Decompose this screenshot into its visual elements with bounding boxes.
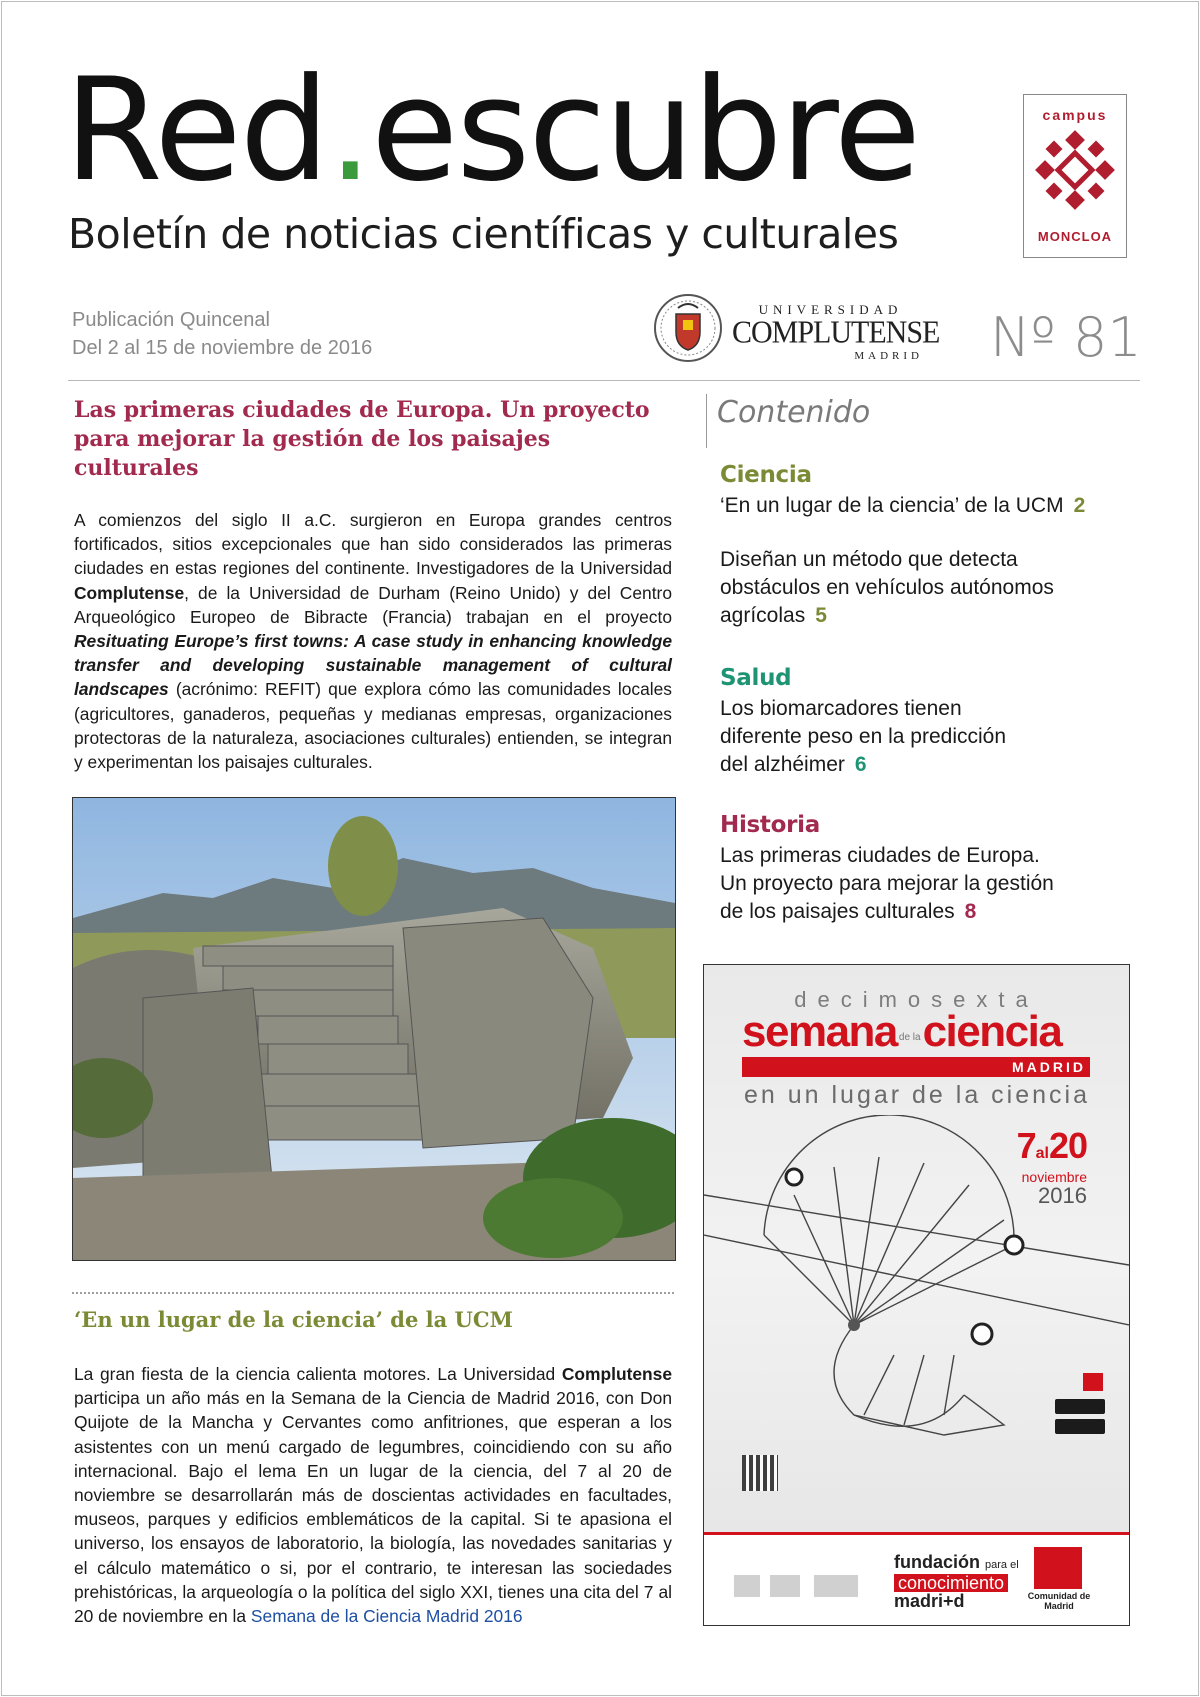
stone-stairs-photo-icon xyxy=(73,798,675,1260)
espanaduero-logo-icon xyxy=(814,1575,858,1597)
toc-page-number: 6 xyxy=(854,753,867,776)
toc-item[interactable]: Diseñan un método que detecta obstáculos en vehículos autónomos agrícolas 5 xyxy=(720,548,1054,627)
publication-frequency: Publicación Quincenal xyxy=(72,309,270,331)
header-divider xyxy=(68,380,1140,381)
sc-badge-icon xyxy=(1083,1373,1103,1391)
poster-sponsors xyxy=(704,1532,1129,1625)
newsletter-title: Red.escubre xyxy=(64,48,920,213)
toc-section-title: Ciencia xyxy=(720,462,812,488)
madrid-logo-icon xyxy=(734,1575,760,1597)
poster-dates: 7al20 xyxy=(1016,1125,1087,1166)
google-play-icon[interactable] xyxy=(1055,1419,1105,1434)
app-store-icon[interactable] xyxy=(1055,1399,1105,1414)
qr-code-icon xyxy=(742,1455,778,1491)
ucm-logo xyxy=(652,288,940,364)
poster-motto: en un lugar de la ciencia xyxy=(743,1081,1091,1109)
campus-logo-top: campus xyxy=(1042,107,1108,123)
contents-heading: Contenido xyxy=(717,395,871,430)
issue-number: Nº 81 xyxy=(990,306,1142,369)
campus-emblem-icon xyxy=(1034,129,1116,211)
publication-dates: Del 2 al 15 de noviembre de 2016 xyxy=(72,337,373,359)
poster-title: semana de laciencia xyxy=(742,1007,1062,1056)
article-separator xyxy=(72,1292,674,1294)
contents-divider xyxy=(706,394,707,448)
semana-ciencia-poster[interactable] xyxy=(703,964,1130,1626)
toc-section-ciencia xyxy=(720,462,1160,630)
article1-photo xyxy=(72,797,676,1261)
article1-title: Las primeras ciudades de Europa. Un proyecto para mejorar la gestión de los paisajes culturales xyxy=(74,397,650,481)
newsletter-subtitle: Boletín de noticias científicas y culturales xyxy=(68,210,899,258)
poster-city: MADRID xyxy=(742,1057,1090,1077)
article1-body: A comienzos del siglo II a.C. surgieron en Europa grandes centros fortificados, sitios excepcionales que han sido considerados las primeras ciudades en estas regiones del continente. Investigadores de la Universidad Complutense, de la Universidad de Durham (Reino Unido) y del Centro Arqueológico Europeo de Bibracte (Francia) trabajan en el proyecto Resituating Europe’s first towns: A case study in enhancing knowledge transfer and developing sustainable management of cultural landscapes (acrónimo: REFIT) que explora cómo las comunidades locales (agricultores, ganaderos, pequeñas y medianas empresas, organizaciones protectoras de la naturaleza, asociaciones culturales) entienden, se integran y experimentan los paisajes culturales. xyxy=(74,510,672,773)
poster-year: 2016 xyxy=(1038,1183,1087,1208)
toc-section-salud xyxy=(720,665,1160,779)
ucm-complutense: COMPLUTENSE xyxy=(732,315,940,350)
toc-page-number: 5 xyxy=(815,604,827,627)
toc-section-historia xyxy=(720,812,1160,926)
toc-section-title: Salud xyxy=(720,665,792,691)
publication-info xyxy=(72,306,372,362)
comunidad-madrid-label: Comunidad de Madrid xyxy=(1027,1591,1091,1611)
ucm-universidad: UNIVERSIDAD xyxy=(758,302,903,317)
comunidad-madrid-flag-icon xyxy=(1034,1547,1082,1589)
toc-item[interactable]: Los biomarcadores tienen diferente peso en la predicción del alzhéimer 6 xyxy=(720,697,1007,776)
poster-edition: decimosexta xyxy=(794,987,1039,1012)
campus-logo-bottom: MONCLOA xyxy=(1037,229,1113,244)
toc-item[interactable]: ‘En un lugar de la ciencia’ de la UCM 2 xyxy=(720,494,1086,517)
toc-page-number: 8 xyxy=(964,900,977,923)
metro-logo-icon xyxy=(770,1575,800,1597)
toc-page-number: 2 xyxy=(1073,494,1086,517)
article2-title: ‘En un lugar de la ciencia’ de la UCM xyxy=(74,1307,513,1332)
poster-month: noviembre xyxy=(1021,1169,1087,1185)
semana-ciencia-link[interactable]: Semana de la Ciencia Madrid 2016 xyxy=(250,1606,523,1627)
ucm-crest-icon xyxy=(652,292,724,364)
toc-item[interactable]: Las primeras ciudades de Europa. Un proyecto para mejorar la gestión de los paisajes culturales 8 xyxy=(720,844,1054,923)
ucm-madrid: MADRID xyxy=(854,350,923,362)
article2-body: La gran fiesta de la ciencia calienta motores. La Universidad Complutense participa un año más en la Semana de la Ciencia de Madrid 2016, con Don Quijote de la Mancha y Cervantes como anfitriones, que esperan a los asistentes con un menú cargado de legumbres, coincidiendo con su año internacional. Bajo el lema En un lugar de la ciencia, del 7 al 20 de noviembre se desarrollarán más de doscientas actividades en facultades, museos, parques y edificios emblemáticos de la capital. Si te apasiona el universo, los ensayos de laboratorio, la biología, las novedades sanitarias y el cálculo matemático o si, por el contrario, te interesan las sociedades prehistóricas, la arqueología o la política del siglo XXI, tienes una cita del 7 al 20 de noviembre en la Semana de la Ciencia Madrid 2016 xyxy=(74,1364,672,1627)
toc-section-title: Historia xyxy=(720,812,820,838)
brand-dot: . xyxy=(327,48,371,213)
fundacion-logo: fundación para el conocimiento madri+d xyxy=(894,1552,1019,1611)
campus-moncloa-logo xyxy=(1023,94,1127,258)
